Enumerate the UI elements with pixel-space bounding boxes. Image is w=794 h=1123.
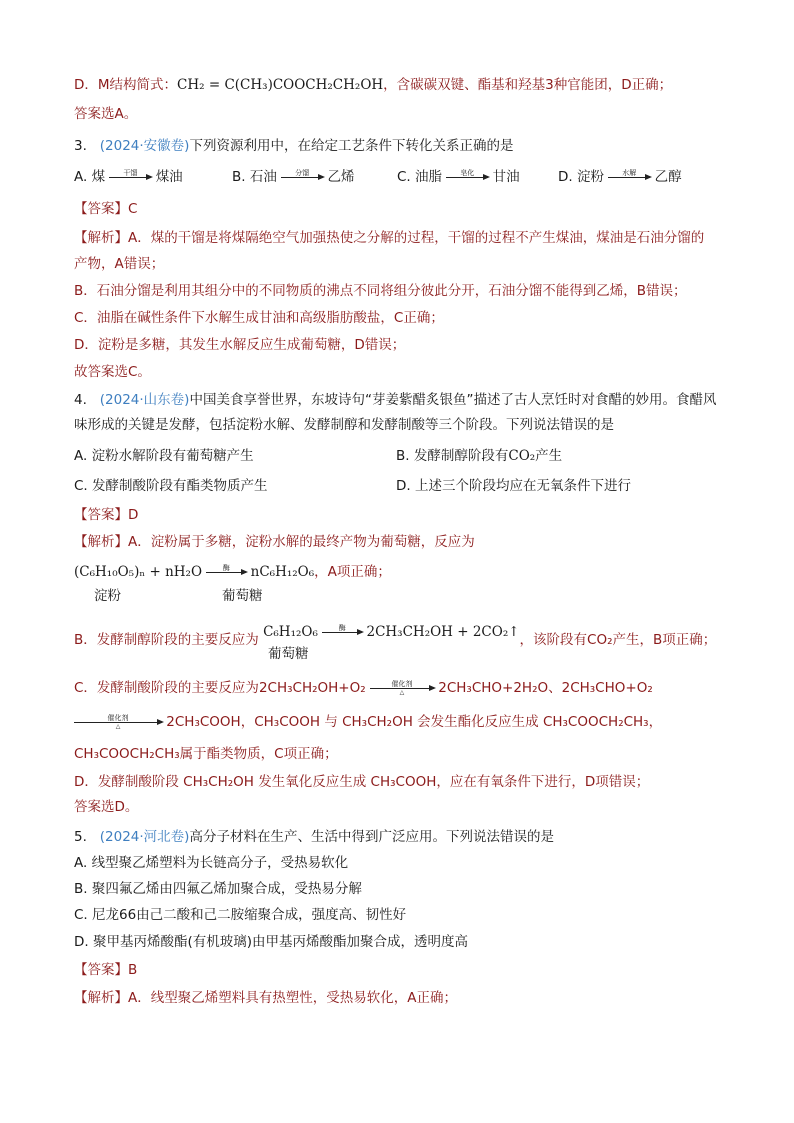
q3-analysis-3: B．石油分馏是利用其组分中的不同物质的沸点不同将组分彼此分开，石油分馏不能得到乙烯，B错误； (74, 283, 687, 299)
q3-option-d: D. 淀粉 水解 乙醇 (558, 169, 682, 185)
q4-analysis-c-3: CH₃COOCH₂CH₃属于酯类物质，C项正确； (74, 746, 338, 762)
q4-analysis-c-1: C．发酵制酸阶段的主要反应为2CH₃CH₂OH+O₂ 催化剂 △ 2CH₃CHO+2H₂O、2CH₃CHO+O₂ (74, 680, 653, 696)
q3-answer: 【答案】C (74, 201, 138, 217)
q3-analysis-6: 故答案选C。 (74, 364, 151, 380)
q4-analysis-c-2: 催化剂 △ 2CH₃COOH，CH₃COOH 与 CH₃CH₂OH 会发生酯化反应生成 CH₃COOCH₂CH₃， (74, 712, 662, 732)
q3-option-a: A. 煤 干馏 煤油 (74, 169, 183, 185)
q5-option-b: B. 聚四氟乙烯由四氟乙烯加聚合成，受热易分解 (74, 881, 362, 897)
q4-analysis-a: 【解析】A．淀粉属于多糖，淀粉水解的最终产物为葡萄糖，反应为 (74, 534, 475, 550)
q5-analysis-a: 【解析】A．线型聚乙烯塑料具有热塑性，受热易软化，A正确； (74, 990, 457, 1006)
q4-eq2-under-glucose: 葡萄糖 (268, 646, 309, 662)
q4-equation-1: (C₆H₁₀O₅)ₙ + nH₂O 酶 nC₆H₁₂O₆，A项正确； (74, 564, 391, 580)
q4-option-c: C. 发酵制酸阶段有酯类物质产生 (74, 478, 268, 494)
q5-stem: 5. (2024·河北卷)高分子材料在生产、生活中得到广泛应用。下列说法错误的是 (74, 829, 554, 845)
q4-stem-1: 4. (2024·山东卷)中国美食享誉世界，东坡诗句“芽姜紫醋炙银鱼”描述了古人烹饪时对食醋的妙用。食醋风 (74, 392, 717, 408)
q4-analysis-d: D．发酵制酸阶段 CH₃CH₂OH 发生氧化反应生成 CH₃COOH，应在有氧条件下进行，D项错误； (74, 774, 650, 790)
q4-analysis-b: B．发酵制醇阶段的主要反应为 C₆H₁₂O₆ 酶 2CH₃CH₂OH + 2CO₂↑，该阶段有CO₂产生，B项正确； (74, 624, 717, 648)
q4-stem-2: 味形成的关键是发酵，包括淀粉水解、发酵制醇和发酵制酸等三个阶段。下列说法错误的是 (74, 417, 614, 433)
q4-option-b: B. 发酵制醇阶段有CO₂产生 (396, 448, 563, 464)
q5-option-c: C. 尼龙66由己二酸和己二胺缩聚合成，强度高、韧性好 (74, 907, 407, 923)
d-structure-line: D．M结构简式：CH₂ = C(CH₃)COOCH₂CH₂OH，含碳碳双键、酯基和羟基3种官能团，D正确； (74, 77, 673, 93)
q4-answer: 【答案】D (74, 507, 139, 523)
q3-analysis-5: D．淀粉是多糖，其发生水解反应生成葡萄糖，D错误； (74, 337, 406, 353)
q3-analysis-2: 产物，A错误； (74, 256, 165, 272)
q5-option-d: D. 聚甲基丙烯酸酯(有机玻璃)由甲基丙烯酸酯加聚合成，透明度高 (74, 934, 469, 950)
q5-answer: 【答案】B (74, 962, 138, 978)
q3-stem: 3. (2024·安徽卷)下列资源利用中，在给定工艺条件下转化关系正确的是 (74, 138, 514, 154)
q5-option-a: A. 线型聚乙烯塑料为长链高分子，受热易软化 (74, 855, 349, 871)
q4-eq1-under-glucose: 葡萄糖 (222, 588, 263, 604)
q3-analysis-4: C．油脂在碱性条件下水解生成甘油和高级脂肪酸盐，C正确； (74, 310, 444, 326)
q3-option-c: C. 油脂 皂化 甘油 (397, 169, 520, 185)
q4-option-a: A. 淀粉水解阶段有葡萄糖产生 (74, 448, 254, 464)
q3-analysis-1: 【解析】A．煤的干馏是将煤隔绝空气加强热使之分解的过程，干馏的过程不产生煤油，煤油是石油分馏的 (74, 230, 705, 246)
q3-option-b: B. 石油 分馏 乙烯 (232, 169, 355, 185)
q4-option-d: D. 上述三个阶段均应在无氧条件下进行 (396, 478, 631, 494)
q4-eq1-under-starch: 淀粉 (94, 588, 121, 604)
q4-conclusion: 答案选D。 (74, 799, 139, 815)
q2-conclusion: 答案选A。 (74, 106, 138, 122)
